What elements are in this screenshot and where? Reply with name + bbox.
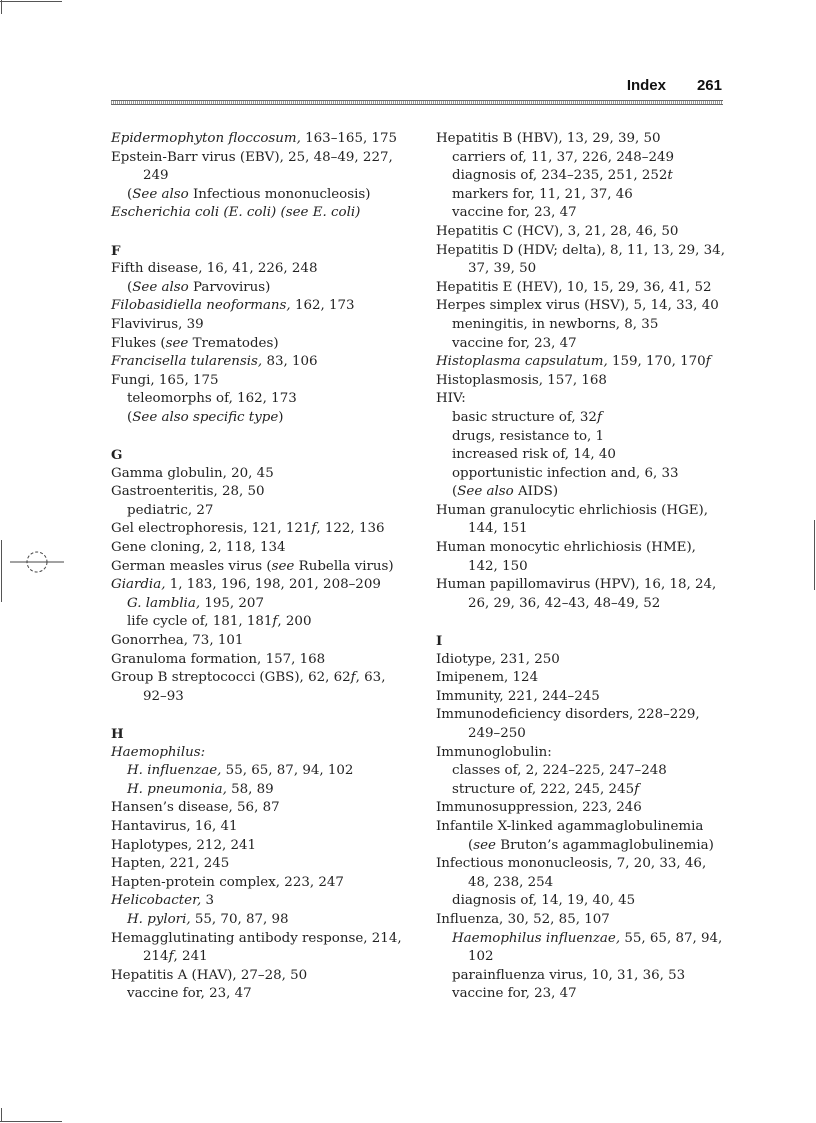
entry-text: Epidermophyton floccosum, bbox=[111, 131, 301, 146]
entry-text: See also bbox=[132, 279, 189, 295]
index-entry-continuation bbox=[436, 260, 736, 279]
crop-mark-right-middle bbox=[814, 520, 815, 590]
index-subentry bbox=[111, 409, 411, 428]
index-entry bbox=[111, 818, 411, 837]
entry-text: f bbox=[596, 409, 602, 425]
index-entry bbox=[111, 651, 411, 670]
entry-text: Imipenem, 124 bbox=[436, 670, 539, 686]
index-entry bbox=[436, 799, 736, 818]
index-subentry bbox=[111, 985, 411, 1004]
entry-text: 83, 106 bbox=[262, 354, 318, 370]
section-gap bbox=[111, 223, 411, 242]
index-entry-continuation bbox=[436, 520, 736, 539]
entry-text: See also specific type bbox=[132, 409, 279, 425]
index-entry bbox=[436, 353, 736, 372]
index-entry bbox=[111, 799, 411, 818]
entry-text: G. lamblia, bbox=[127, 595, 201, 611]
index-column-right bbox=[436, 130, 736, 1004]
entry-text: carriers of, 11, 37, 226, 248–249 bbox=[452, 149, 675, 165]
index-entry-continuation bbox=[111, 948, 411, 967]
entry-text: markers for, 11, 21, 37, 46 bbox=[452, 186, 633, 202]
entry-text: classes of, 2, 224–225, 247–248 bbox=[452, 763, 667, 779]
running-title: Index bbox=[626, 77, 666, 94]
entry-text: HIV: bbox=[436, 391, 466, 407]
entry-text: vaccine for, 23, 47 bbox=[452, 335, 577, 351]
entry-text: Human papillomavirus (HPV), 16, 18, 24, bbox=[436, 577, 717, 593]
entry-text: ( bbox=[468, 837, 474, 853]
index-entry bbox=[436, 651, 736, 670]
index-entry bbox=[436, 818, 736, 837]
index-entry bbox=[436, 706, 736, 725]
entry-text: parainfluenza virus, 10, 31, 36, 53 bbox=[452, 967, 686, 983]
index-subentry bbox=[111, 279, 411, 298]
index-subentry bbox=[436, 781, 736, 800]
index-entry-continuation bbox=[111, 167, 411, 186]
index-subentry bbox=[436, 186, 736, 205]
index-entry bbox=[111, 297, 411, 316]
entry-text: Giardia, bbox=[111, 577, 166, 593]
entry-text: 195, 207 bbox=[200, 595, 264, 611]
entry-text: Francisella tularensis, bbox=[111, 354, 263, 370]
index-entry-continuation bbox=[111, 688, 411, 707]
index-subentry bbox=[436, 316, 736, 335]
index-entry bbox=[436, 911, 736, 930]
entry-text: f bbox=[272, 614, 278, 630]
entry-text: 26, 29, 36, 42–43, 48–49, 52 bbox=[468, 595, 661, 611]
entry-text: 249–250 bbox=[468, 726, 526, 741]
registration-mark-icon bbox=[10, 548, 64, 576]
index-entry bbox=[436, 576, 736, 595]
crop-mark-left-middle bbox=[1, 540, 2, 602]
entry-text: Hepatitis A (HAV), 27–28, 50 bbox=[111, 967, 308, 983]
entry-text: Immunodeficiency disorders, 228–229, bbox=[436, 707, 700, 723]
index-entry-continuation bbox=[436, 837, 736, 856]
entry-text: Group B streptococci (GBS), 62, 62 bbox=[111, 670, 351, 686]
entry-text: 37, 39, 50 bbox=[468, 261, 537, 277]
entry-text: 58, 89 bbox=[226, 781, 274, 797]
index-entry-continuation bbox=[436, 558, 736, 577]
entry-text: Granuloma formation, 157, 168 bbox=[111, 651, 326, 667]
entry-text: f bbox=[168, 949, 174, 965]
index-entry bbox=[111, 855, 411, 874]
entry-text: 249 bbox=[143, 168, 169, 184]
entry-text: Escherichia coli (E. coli) (see E. coli) bbox=[111, 205, 361, 221]
entry-text: 55, 70, 87, 98 bbox=[190, 911, 289, 927]
entry-text: Hapten-protein complex, 223, 247 bbox=[111, 874, 344, 890]
entry-text: meningitis, in newborns, 8, 35 bbox=[452, 316, 659, 332]
entry-text: 144, 151 bbox=[468, 521, 528, 537]
entry-text: Infectious mononucleosis, 7, 20, 33, 46, bbox=[436, 856, 707, 872]
entry-text: Bruton’s agammaglobulinemia) bbox=[495, 837, 714, 853]
entry-text: H. pneumonia, bbox=[127, 781, 227, 797]
index-letter-heading: F bbox=[111, 242, 121, 259]
entry-text: Immunoglobulin: bbox=[436, 744, 552, 760]
index-subentry bbox=[436, 335, 736, 354]
entry-text: see bbox=[165, 335, 189, 351]
index-entry bbox=[111, 149, 411, 168]
index-letter-heading: G bbox=[111, 447, 123, 464]
entry-text: H. influenzae, bbox=[127, 763, 222, 779]
entry-text: Haemophilus: bbox=[111, 744, 206, 760]
index-entry bbox=[111, 353, 411, 372]
section-gap bbox=[111, 706, 411, 725]
entry-text: diagnosis of, 14, 19, 40, 45 bbox=[452, 893, 636, 909]
entry-text: Haplotypes, 212, 241 bbox=[111, 837, 257, 853]
index-entry-continuation bbox=[436, 874, 736, 893]
entry-text: Fungi, 165, 175 bbox=[111, 372, 219, 388]
entry-text: Trematodes) bbox=[188, 335, 279, 351]
entry-text: H. pylori, bbox=[127, 911, 191, 927]
entry-text: , 122, 136 bbox=[316, 521, 385, 537]
index-entry bbox=[111, 874, 411, 893]
running-header bbox=[0, 0, 816, 110]
index-subentry bbox=[436, 930, 736, 949]
entry-text: Human monocytic ehrlichiosis (HME), bbox=[436, 540, 696, 556]
index-subentry bbox=[436, 409, 736, 428]
entry-text: Immunosuppression, 223, 246 bbox=[436, 800, 642, 816]
entry-text: Helicobacter, bbox=[111, 893, 202, 909]
index-subentry bbox=[436, 967, 736, 986]
header-rule bbox=[111, 100, 723, 105]
entry-text: 1, 183, 196, 198, 201, 208–209 bbox=[165, 577, 381, 593]
entry-text: Infectious mononucleosis) bbox=[188, 186, 371, 202]
entry-text: Filobasidiella neoformans, bbox=[111, 298, 291, 314]
entry-text: drugs, resistance to, 1 bbox=[452, 428, 605, 444]
entry-text: Rubella virus) bbox=[294, 558, 394, 574]
crop-mark-bottom-left bbox=[0, 1121, 62, 1122]
entry-text: 142, 150 bbox=[468, 558, 528, 574]
entry-text: ) bbox=[278, 409, 284, 425]
entry-text: structure of, 222, 245, 245 bbox=[452, 781, 635, 797]
index-entry bbox=[111, 204, 411, 223]
index-entry-continuation bbox=[436, 725, 736, 744]
entry-text: vaccine for, 23, 47 bbox=[127, 986, 252, 1002]
entry-text: f bbox=[311, 521, 317, 537]
entry-text: Gel electrophoresis, 121, 121 bbox=[111, 521, 312, 537]
entry-text: life cycle of, 181, 181 bbox=[127, 614, 273, 630]
index-subentry bbox=[436, 465, 736, 484]
entry-text: Hepatitis E (HEV), 10, 15, 29, 36, 41, 52 bbox=[436, 279, 712, 295]
entry-text: Epstein-Barr virus (EBV), 25, 48–49, 227, bbox=[111, 149, 393, 165]
entry-text: , 63, bbox=[355, 670, 386, 686]
index-entry bbox=[111, 260, 411, 279]
crop-mark-left-bottom bbox=[1, 1108, 2, 1122]
entry-text: ( bbox=[127, 409, 133, 425]
entry-text: see bbox=[473, 837, 496, 853]
index-letter-heading: I bbox=[436, 633, 443, 650]
entry-text: 163–165, 175 bbox=[300, 131, 398, 146]
entry-text: Parvovirus) bbox=[188, 279, 271, 295]
index-entry bbox=[111, 483, 411, 502]
section-gap bbox=[111, 428, 411, 447]
index-entry bbox=[111, 520, 411, 539]
index-entry bbox=[436, 744, 736, 763]
entry-text: 159, 170, 170 bbox=[607, 354, 706, 370]
entry-text: Hansen’s disease, 56, 87 bbox=[111, 800, 280, 816]
entry-text: 55, 65, 87, 94, 102 bbox=[221, 763, 354, 779]
entry-text: ( bbox=[452, 484, 458, 500]
index-entry bbox=[111, 837, 411, 856]
index-entry bbox=[111, 930, 411, 949]
index-entry bbox=[436, 669, 736, 688]
entry-text: Infantile X-linked agammaglobulinemia bbox=[436, 818, 704, 834]
index-entry bbox=[111, 669, 411, 688]
index-entry bbox=[111, 558, 411, 577]
entry-text: Herpes simplex virus (HSV), 5, 14, 33, 40 bbox=[436, 298, 719, 314]
entry-text: f bbox=[705, 354, 711, 370]
entry-text: Flavivirus, 39 bbox=[111, 316, 204, 332]
index-entry bbox=[436, 539, 736, 558]
entry-text: Fifth disease, 16, 41, 226, 248 bbox=[111, 261, 318, 277]
entry-text: Haemophilus influenzae, bbox=[452, 930, 621, 946]
index-entry bbox=[436, 297, 736, 316]
index-entry bbox=[436, 223, 736, 242]
index-subentry bbox=[436, 149, 736, 168]
index-subentry bbox=[111, 762, 411, 781]
section-gap bbox=[436, 613, 736, 632]
entry-text: Hepatitis D (HDV; delta), 8, 11, 13, 29, 34, bbox=[436, 242, 725, 258]
entry-text: , 241 bbox=[173, 949, 208, 965]
entry-text: Gonorrhea, 73, 101 bbox=[111, 633, 244, 649]
entry-text: ( bbox=[127, 186, 133, 202]
entry-text: f bbox=[350, 670, 356, 686]
entry-text: see bbox=[271, 558, 295, 574]
entry-text: , 200 bbox=[277, 614, 312, 630]
entry-text: diagnosis of, 234–235, 251, 252 bbox=[452, 168, 668, 184]
index-entry-continuation bbox=[436, 595, 736, 614]
index-entry bbox=[436, 688, 736, 707]
index-subentry bbox=[111, 911, 411, 930]
index-subentry bbox=[111, 390, 411, 409]
index-subentry bbox=[111, 613, 411, 632]
index-entry bbox=[111, 130, 411, 149]
entry-text: vaccine for, 23, 47 bbox=[452, 205, 577, 221]
entry-text: 214 bbox=[143, 949, 169, 965]
entry-text: vaccine for, 23, 47 bbox=[452, 986, 577, 1002]
entry-text: f bbox=[634, 781, 640, 797]
entry-text: 102 bbox=[468, 949, 494, 965]
index-subentry bbox=[111, 781, 411, 800]
index-entry bbox=[436, 372, 736, 391]
index-entry bbox=[111, 316, 411, 335]
entry-text: opportunistic infection and, 6, 33 bbox=[452, 465, 679, 481]
index-subentry bbox=[436, 446, 736, 465]
entry-text: Histoplasma capsulatum, bbox=[436, 354, 608, 370]
index-entry bbox=[436, 390, 736, 409]
index-entry bbox=[111, 465, 411, 484]
entry-text: Hemagglutinating antibody response, 214, bbox=[111, 930, 402, 946]
index-subentry bbox=[111, 186, 411, 205]
entry-text: Immunity, 221, 244–245 bbox=[436, 688, 600, 704]
index-entry bbox=[111, 539, 411, 558]
index-subentry bbox=[436, 985, 736, 1004]
entry-text: See also bbox=[457, 484, 514, 500]
index-entry bbox=[436, 130, 736, 149]
index-subentry bbox=[436, 762, 736, 781]
index-subentry bbox=[436, 892, 736, 911]
entry-text: See also bbox=[132, 186, 189, 202]
entry-text: Gamma globulin, 20, 45 bbox=[111, 465, 274, 481]
index-subentry bbox=[436, 428, 736, 447]
entry-text: teleomorphs of, 162, 173 bbox=[127, 391, 297, 407]
index-entry bbox=[111, 967, 411, 986]
index-subentry bbox=[436, 483, 736, 502]
entry-text: 48, 238, 254 bbox=[468, 874, 554, 890]
index-entry bbox=[111, 632, 411, 651]
entry-text: Hantavirus, 16, 41 bbox=[111, 818, 238, 834]
index-entry bbox=[111, 372, 411, 391]
index-entry-continuation bbox=[436, 948, 736, 967]
index-letter-heading: H bbox=[111, 726, 124, 742]
index-column-left bbox=[111, 130, 411, 1004]
entry-text: Flukes ( bbox=[111, 335, 166, 351]
entry-text: Hapten, 221, 245 bbox=[111, 856, 230, 872]
entry-text: German measles virus ( bbox=[111, 558, 272, 574]
entry-text: Hepatitis B (HBV), 13, 29, 39, 50 bbox=[436, 131, 661, 146]
entry-text: 3 bbox=[201, 893, 215, 909]
entry-text: 92–93 bbox=[143, 688, 184, 704]
entry-text: Influenza, 30, 52, 85, 107 bbox=[436, 911, 610, 927]
entry-text: Hepatitis C (HCV), 3, 21, 28, 46, 50 bbox=[436, 223, 679, 239]
index-entry bbox=[111, 576, 411, 595]
entry-text: increased risk of, 14, 40 bbox=[452, 447, 616, 463]
index-subentry bbox=[111, 502, 411, 521]
index-subentry bbox=[111, 595, 411, 614]
entry-text: 162, 173 bbox=[290, 298, 355, 314]
entry-text: t bbox=[667, 168, 673, 184]
index-entry bbox=[436, 502, 736, 521]
index-entry bbox=[111, 892, 411, 911]
entry-text: Gene cloning, 2, 118, 134 bbox=[111, 540, 286, 556]
index-subentry bbox=[436, 204, 736, 223]
entry-text: pediatric, 27 bbox=[127, 502, 214, 518]
entry-text: Gastroenteritis, 28, 50 bbox=[111, 484, 265, 500]
entry-text: 55, 65, 87, 94, bbox=[620, 930, 723, 946]
entry-text: ( bbox=[127, 279, 133, 295]
index-entry bbox=[436, 279, 736, 298]
entry-text: basic structure of, 32 bbox=[452, 409, 597, 425]
page-number: 261 bbox=[696, 77, 722, 94]
index-entry bbox=[436, 855, 736, 874]
index-entry bbox=[111, 744, 411, 763]
entry-text: Human granulocytic ehrlichiosis (HGE), bbox=[436, 502, 709, 518]
index-entry bbox=[111, 335, 411, 354]
entry-text: Histoplasmosis, 157, 168 bbox=[436, 372, 607, 388]
index-subentry bbox=[436, 167, 736, 186]
entry-text: Idiotype, 231, 250 bbox=[436, 651, 560, 667]
entry-text: AIDS) bbox=[513, 484, 559, 500]
index-entry bbox=[436, 242, 736, 261]
